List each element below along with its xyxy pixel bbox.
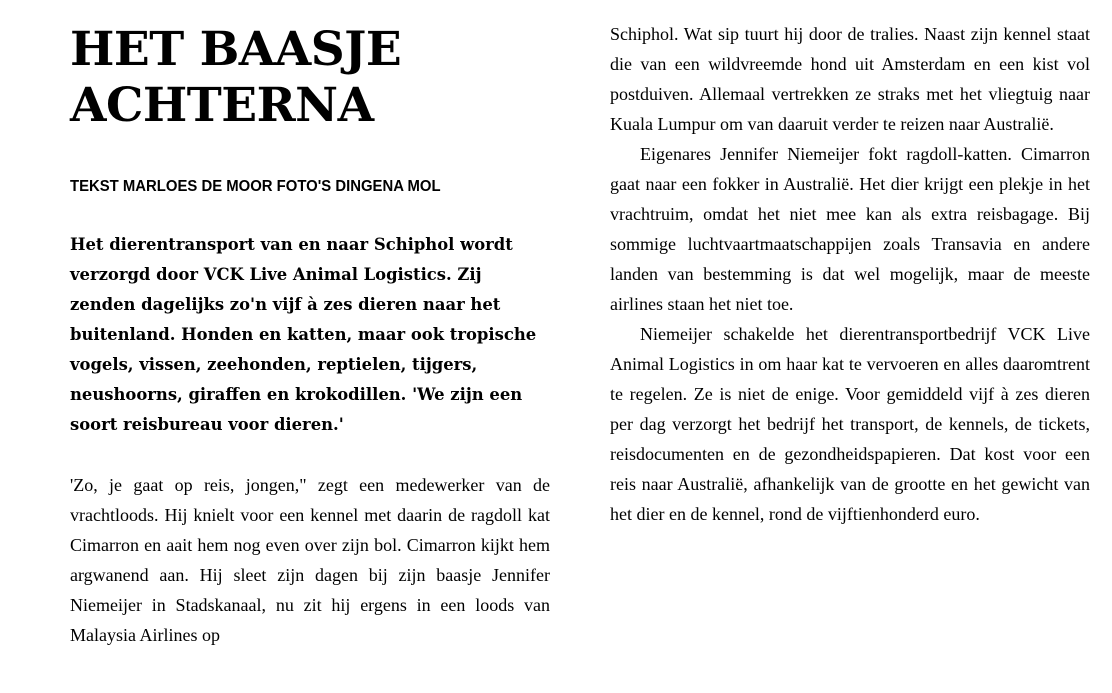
article-lead: Het dierentransport van en naar Schiphol wordt verzorgd door VCK Live Animal Logistics. Zij zenden dagelijks zo'n vijf à zes dieren naar het buitenland. Honden en katten, maar ook tropische vogels, vissen, zeehonden, reptielen, tijgers, neushoorns, giraffen en krokodillen. 'We zijn een soort reisbureau voor dieren.' [70, 235, 537, 434]
article-body-paragraph-1: 'Zo, je gaat op reis, jongen," zegt een medewerker van de vrachtloods. Hij knielt voor een kennel met daarin de ragdoll kat Cimarron en aait hem nog even over zijn bol. Cimarron kijkt hem argwanend aan. Hij sleet zijn dagen bij zijn baasje Jennifer Niemeijer in Stadskanaal, nu zit hij ergens in een loods van Malaysia Airlines op [70, 475, 550, 645]
article-credits: TEKST MARLOES DE MOOR FOTO'S DINGENA MOL [70, 178, 441, 195]
article-body-paragraph-continued: Schiphol. Wat sip tuurt hij door de tralies. Naast zijn kennel staat die van een wildvreemde hond uit Amsterdam en een kist vol postduiven. Allemaal vertrekken ze straks met het vliegtuig naar Kuala Lumpur om van daaruit verder te reizen naar Australië. [610, 24, 1090, 134]
article-headline: HET BAASJE ACHTERNA [70, 22, 402, 133]
article-body-paragraph-2: Eigenares Jennifer Niemeijer fokt ragdoll-katten. Cimarron gaat naar een fokker in Australië. Het dier krijgt een plekje in het vrachtruim, omdat het niet mee kan als extra reisbagage. Bij sommige luchtvaartmaatschappijen zoals Transavia en andere landen van bestemming is dat wel mogelijk, maar de meeste airlines staan het niet toe. [610, 144, 1090, 314]
article-body-paragraph-3: Niemeijer schakelde het dierentransportbedrijf VCK Live Animal Logistics in om haar kat te vervoeren en alles daaromtrent te regelen. Ze is niet de enige. Voor gemiddeld vijf à zes dieren per dag verzorgt het bedrijf het transport, de kennels, de tickets, reisdocumenten en de gezondheidspapieren. Dat kost voor een reis naar Australië, afhankelijk van de grootte en het gewicht van het dier en de kennel, rond de vijftienhonderd euro. [610, 324, 1090, 524]
right-column [610, 19, 1090, 529]
